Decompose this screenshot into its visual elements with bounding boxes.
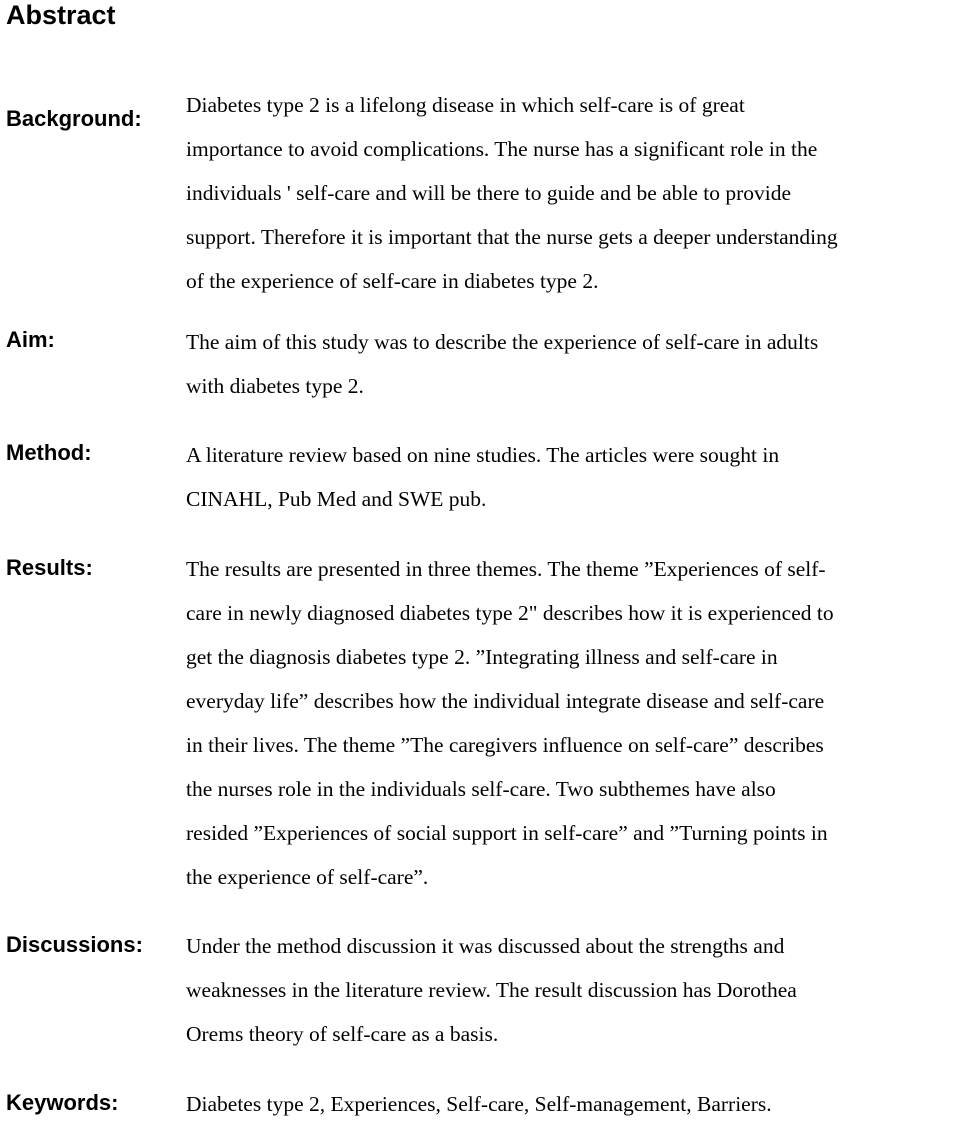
results-line: The results are presented in three themes. The theme ”Experiences of self- bbox=[186, 557, 826, 581]
discussions-line: Under the method discussion it was discussed about the strengths and bbox=[186, 934, 785, 958]
results-line: care in newly diagnosed diabetes type 2" describes how it is experienced to bbox=[186, 601, 834, 625]
results-line: get the diagnosis diabetes type 2. ”Integrating illness and self-care in bbox=[186, 645, 778, 669]
results-line: everyday life” describes how the individual integrate disease and self-care bbox=[186, 689, 825, 713]
discussions-label: Discussions: bbox=[6, 932, 143, 957]
aim-text bbox=[186, 320, 960, 408]
page-title: Abstract bbox=[6, 0, 116, 30]
discussions-text bbox=[186, 924, 960, 1056]
method-line: CINAHL, Pub Med and SWE pub. bbox=[186, 487, 487, 511]
background-line: individuals ' self-care and will be there to guide and be able to provide bbox=[186, 181, 792, 205]
method-line: A literature review based on nine studies. The articles were sought in bbox=[186, 443, 780, 467]
background-line: Diabetes type 2 is a lifelong disease in which self-care is of great bbox=[186, 93, 745, 117]
results-label: Results: bbox=[6, 555, 93, 580]
discussions-line: Orems theory of self-care as a basis. bbox=[186, 1022, 499, 1046]
keywords-text bbox=[186, 1082, 960, 1126]
background-line: of the experience of self-care in diabetes type 2. bbox=[186, 269, 599, 293]
results-line: in their lives. The theme ”The caregivers influence on self-care” describes bbox=[186, 733, 824, 757]
results-text bbox=[186, 547, 960, 899]
results-line: the nurses role in the individuals self-care. Two subthemes have also bbox=[186, 777, 776, 801]
background-text bbox=[186, 83, 960, 303]
results-line: the experience of self-care”. bbox=[186, 865, 429, 889]
background-label: Background: bbox=[6, 106, 142, 131]
aim-line: with diabetes type 2. bbox=[186, 374, 364, 398]
keywords-line: Diabetes type 2, Experiences, Self-care, Self-management, Barriers. bbox=[186, 1092, 772, 1116]
discussions-line: weaknesses in the literature review. The result discussion has Dorothea bbox=[186, 978, 797, 1002]
aim-line: The aim of this study was to describe the experience of self-care in adults bbox=[186, 330, 819, 354]
aim-label: Aim: bbox=[6, 327, 55, 352]
method-label: Method: bbox=[6, 440, 92, 465]
results-line: resided ”Experiences of social support in self-care” and ”Turning points in bbox=[186, 821, 828, 845]
method-text bbox=[186, 433, 960, 521]
background-line: support. Therefore it is important that the nurse gets a deeper understanding bbox=[186, 225, 838, 249]
background-line: importance to avoid complications. The nurse has a significant role in the bbox=[186, 137, 818, 161]
keywords-label: Keywords: bbox=[6, 1090, 119, 1115]
